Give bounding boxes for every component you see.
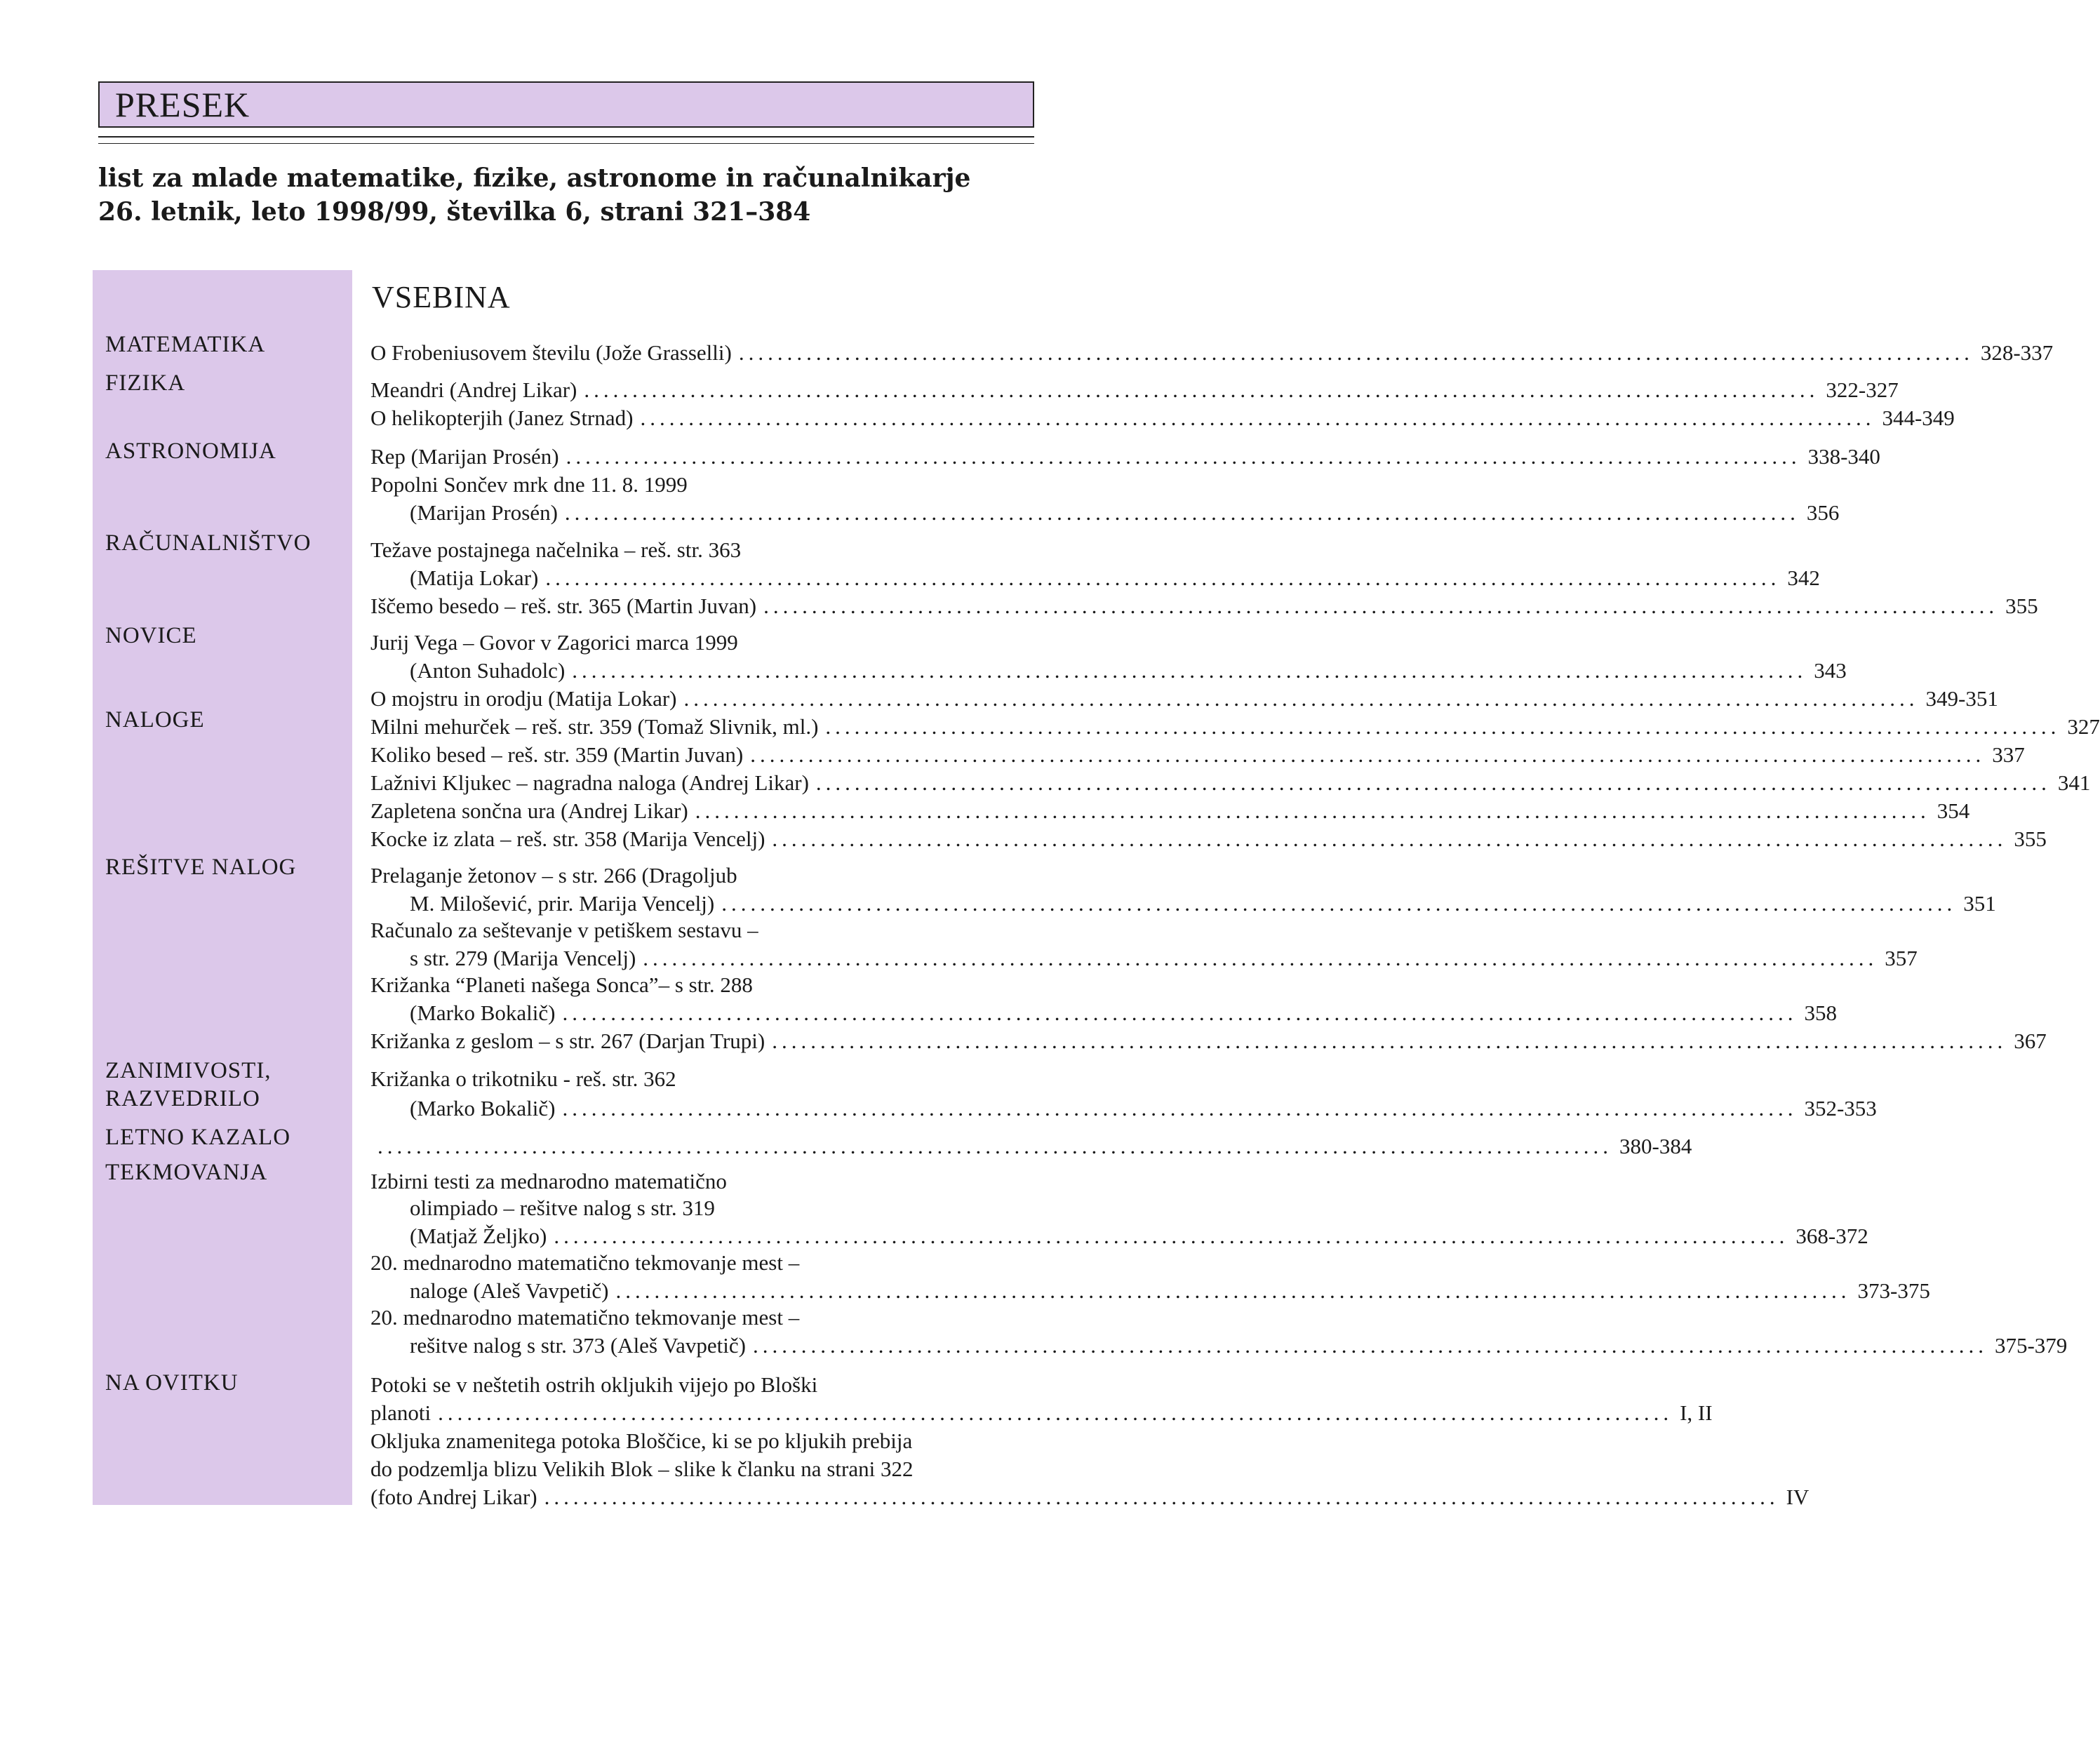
issue-subtitle xyxy=(98,161,970,229)
toc-entry: O mojstru in orodju (Matija Lokar) ................................................................................................................................ 349-351 xyxy=(370,686,1998,711)
toc-entry: 20. mednarodno matematično tekmovanje mest – xyxy=(370,1250,800,1275)
toc-entry: Potoki se v neštetih ostrih okljukih vijejo po Bloški xyxy=(370,1372,818,1397)
toc-entry: Iščemo besedo – reš. str. 365 (Martin Juvan) ................................................................................................................................ 355 xyxy=(370,594,2038,618)
toc-entry: M. Milošević, prir. Marija Vencelj) ................................................................................................................................ 351 xyxy=(410,891,1996,916)
toc-entry: Jurij Vega – Govor v Zagorici marca 1999 xyxy=(370,630,738,655)
toc-entry: naloge (Aleš Vavpetič) ................................................................................................................................ 373-375 xyxy=(410,1278,1930,1303)
toc-entry: Meandri (Andrej Likar) ................................................................................................................................ 322-327 xyxy=(370,377,1899,402)
toc-entry: 20. mednarodno matematično tekmovanje mest – xyxy=(370,1305,800,1330)
section-label-letno-kazalo: LETNO KAZALO xyxy=(105,1125,291,1150)
subtitle-line-2: 26. letnik, leto 1998/99, številka 6, strani 321–384 xyxy=(98,197,811,227)
toc-entry: Križanka z geslom – s str. 267 (Darjan Trupi) ................................................................................................................................ 367 xyxy=(370,1029,2047,1053)
section-label-naloge: NALOGE xyxy=(105,707,205,732)
toc-entry: (Matjaž Željko) ................................................................................................................................ 368-372 xyxy=(410,1224,1868,1248)
section-label-na-ovitku: NA OVITKU xyxy=(105,1370,239,1396)
toc-entry: (Anton Suhadolc) ................................................................................................................................ 343 xyxy=(410,658,1847,683)
toc-entry: rešitve nalog s str. 373 (Aleš Vavpetič) ................................................................................................................................ 375-379 xyxy=(410,1333,2068,1358)
toc-entry: (Marko Bokalič) ................................................................................................................................ 352-353 xyxy=(410,1096,1877,1120)
section-label-novice: NOVICE xyxy=(105,623,197,648)
toc-entry: Izbirni testi za mednarodno matematično xyxy=(370,1169,727,1193)
section-label-matematika: MATEMATIKA xyxy=(105,332,266,357)
toc-entry: do podzemlja blizu Velikih Blok – slike k članku na strani 322 xyxy=(370,1457,914,1481)
toc-entry: (Matija Lokar) ................................................................................................................................ 342 xyxy=(410,566,1820,590)
toc-heading: VSEBINA xyxy=(372,280,511,314)
section-label-racunalnistvo: RAČUNALNIŠTVO xyxy=(105,530,312,556)
section-label-zanimivosti: ZANIMIVOSTI, xyxy=(105,1058,272,1083)
toc-entry: Računalo za seštevanje v petiškem sestavu – xyxy=(370,918,758,942)
masthead-rule-thin xyxy=(98,143,1034,144)
section-label-razvedrilo: RAZVEDRILO xyxy=(105,1086,260,1111)
toc-entry: Koliko besed – reš. str. 359 (Martin Juvan) ................................................................................................................................ 337 xyxy=(370,742,2025,767)
masthead-banner xyxy=(98,81,1034,128)
masthead-title: PRESEK xyxy=(115,85,250,124)
toc-entry: O Frobeniusovem številu (Jože Grasselli) ................................................................................................................................ 328-337 xyxy=(370,340,2054,365)
section-label-astronomija: ASTRONOMIJA xyxy=(105,439,276,464)
toc-entry: ................................................................................................................................ 380-384 xyxy=(377,1134,1692,1158)
toc-entry: (foto Andrej Likar) ................................................................................................................................ IV xyxy=(370,1485,1810,1509)
subtitle-line-1: list za mlade matematike, fizike, astronome in računalnikarje xyxy=(98,163,971,193)
toc-entry: s str. 279 (Marija Vencelj) ................................................................................................................................ 357 xyxy=(410,946,1918,970)
toc-entry: Kocke iz zlata – reš. str. 358 (Marija Vencelj) ................................................................................................................................ 355 xyxy=(370,826,2047,851)
toc-entry: Lažnivi Kljukec – nagradna naloga (Andrej Likar) ................................................................................................................................ 341 xyxy=(370,770,2091,795)
section-label-fizika: FIZIKA xyxy=(105,370,186,396)
toc-entry: Milni mehurček – reš. str. 359 (Tomaž Slivnik, ml.) ................................................................................................................................ 327 xyxy=(370,714,2100,739)
toc-entry: olimpiado – rešitve nalog s str. 319 xyxy=(410,1196,715,1220)
toc-entry: Rep (Marijan Prosén) ................................................................................................................................ 338-340 xyxy=(370,444,1880,469)
toc-entry: Zapletena sončna ura (Andrej Likar) ................................................................................................................................ 354 xyxy=(370,798,1970,823)
toc-entry: O helikopterjih (Janez Strnad) ................................................................................................................................ 344-349 xyxy=(370,406,1955,430)
section-label-tekmovanja: TEKMOVANJA xyxy=(105,1160,268,1185)
toc-entry: planoti ................................................................................................................................ I, II xyxy=(370,1400,1713,1425)
toc-entry: Križanka “Planeti našega Sonca”– s str. 288 xyxy=(370,972,753,997)
toc-entry: Križanka o trikotniku - reš. str. 362 xyxy=(370,1066,676,1091)
masthead-rule xyxy=(98,136,1034,138)
section-label-resitve-nalog: REŠITVE NALOG xyxy=(105,855,297,880)
toc-entry: Okljuka znamenitega potoka Bloščice, ki se po kljukih prebija xyxy=(370,1428,913,1453)
toc-entry: Popolni Sončev mrk dne 11. 8. 1999 xyxy=(370,472,688,497)
toc-entry: (Marijan Prosén) ................................................................................................................................ 356 xyxy=(410,500,1840,525)
toc-entry: (Marko Bokalič) ................................................................................................................................ 358 xyxy=(410,1001,1837,1025)
toc-entry: Prelaganje žetonov – s str. 266 (Dragoljub xyxy=(370,863,737,888)
toc-entry: Težave postajnega načelnika – reš. str. 363 xyxy=(370,537,742,562)
